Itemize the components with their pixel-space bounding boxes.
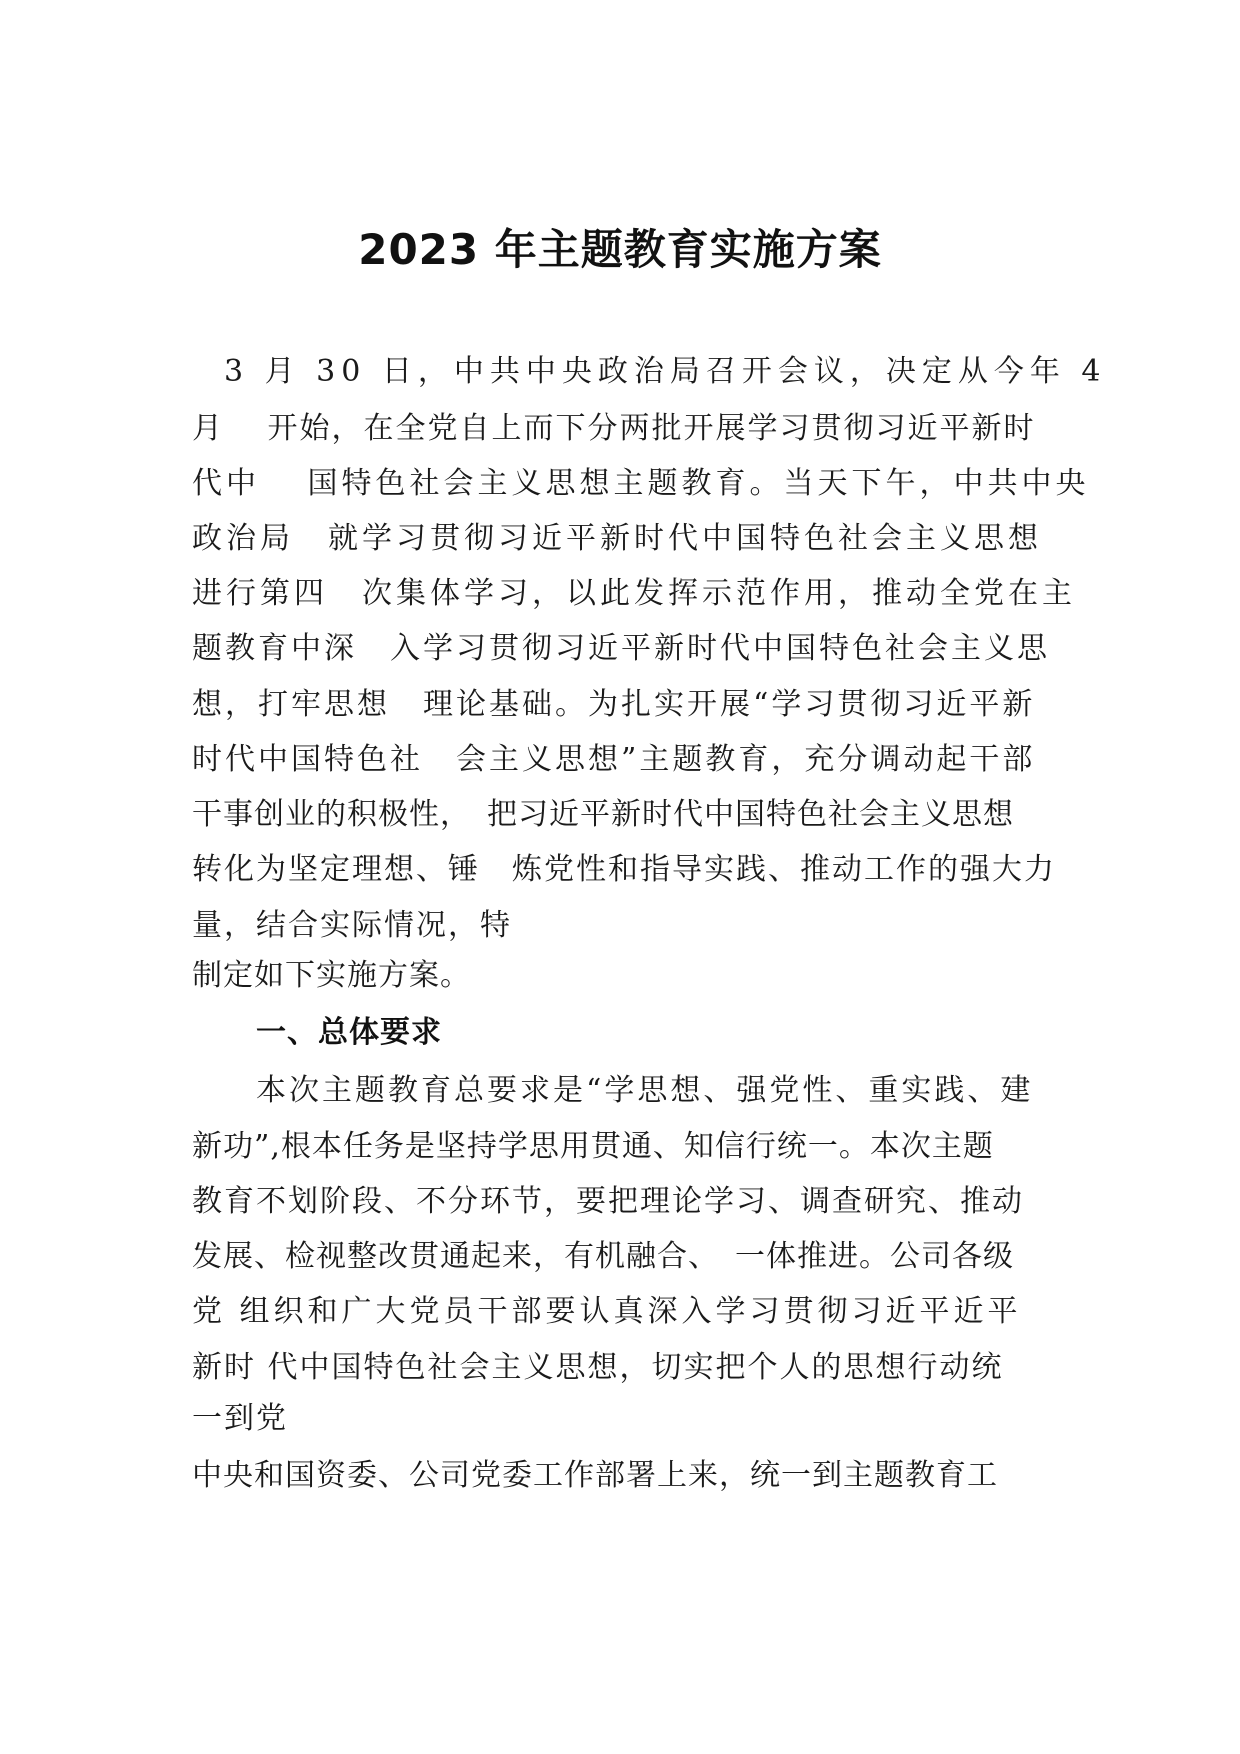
paragraph-line: 新时 代中国特色社会主义思想，切实把个人的思想行动统	[192, 1350, 1004, 1385]
paragraph-line: 新功”,根本任务是坚持学思用贯通、知信行统一。本次主题	[192, 1129, 994, 1164]
paragraph-line: 一到党	[192, 1401, 288, 1436]
paragraph-line: 发展、检视整改贯通起来，有机融合、 一体推进。公司各级	[192, 1239, 1014, 1274]
paragraph-line: 本次主题教育总要求是“学思想、强党性、重实践、建	[256, 1073, 1034, 1108]
paragraph-line: 中央和国资委、公司党委工作部署上来，统一到主题教育工	[192, 1458, 998, 1493]
paragraph-line: 量，结合实际情况，特	[192, 908, 512, 943]
paragraph-line: 题教育中深 入学习贯彻习近平新时代中国特色社会主义思	[192, 631, 1050, 666]
paragraph-line: 教育不划阶段、不分环节，要把理论学习、调查研究、推动	[192, 1184, 1024, 1219]
paragraph-line: 干事创业的积极性， 把习近平新时代中国特色社会主义思想	[192, 797, 1014, 832]
paragraph-line: 政治局 就学习贯彻习近平新时代中国特色社会主义思想	[192, 521, 1042, 556]
document-title: 2023 年主题教育实施方案	[358, 225, 882, 274]
paragraph-line: 代中 国特色社会主义思想主题教育。当天下午，中共中央	[192, 466, 1090, 501]
paragraph-line: 转化为坚定理想、锤 炼党性和指导实践、推动工作的强大力	[192, 852, 1056, 887]
paragraph-line: 进行第四 次集体学习，以此发挥示范作用，推动全党在主	[192, 576, 1076, 611]
section-heading: 一、总体要求	[256, 1015, 442, 1050]
paragraph-line: 时代中国特色社 会主义思想”主题教育，充分调动起干部	[192, 742, 1036, 777]
paragraph-line: 想，打牢思想 理论基础。为扎实开展“学习贯彻习近平新	[192, 687, 1036, 722]
paragraph-line: 制定如下实施方案。	[192, 958, 471, 993]
paragraph-line: 党 组织和广大党员干部要认真深入学习贯彻习近平近平	[192, 1294, 1022, 1329]
paragraph-line: 3 月 30 日，中共中央政治局召开会议，决定从今年 4	[224, 354, 1107, 389]
paragraph-line: 月 开始，在全党自上而下分两批开展学习贯彻习近平新时	[192, 411, 1036, 446]
